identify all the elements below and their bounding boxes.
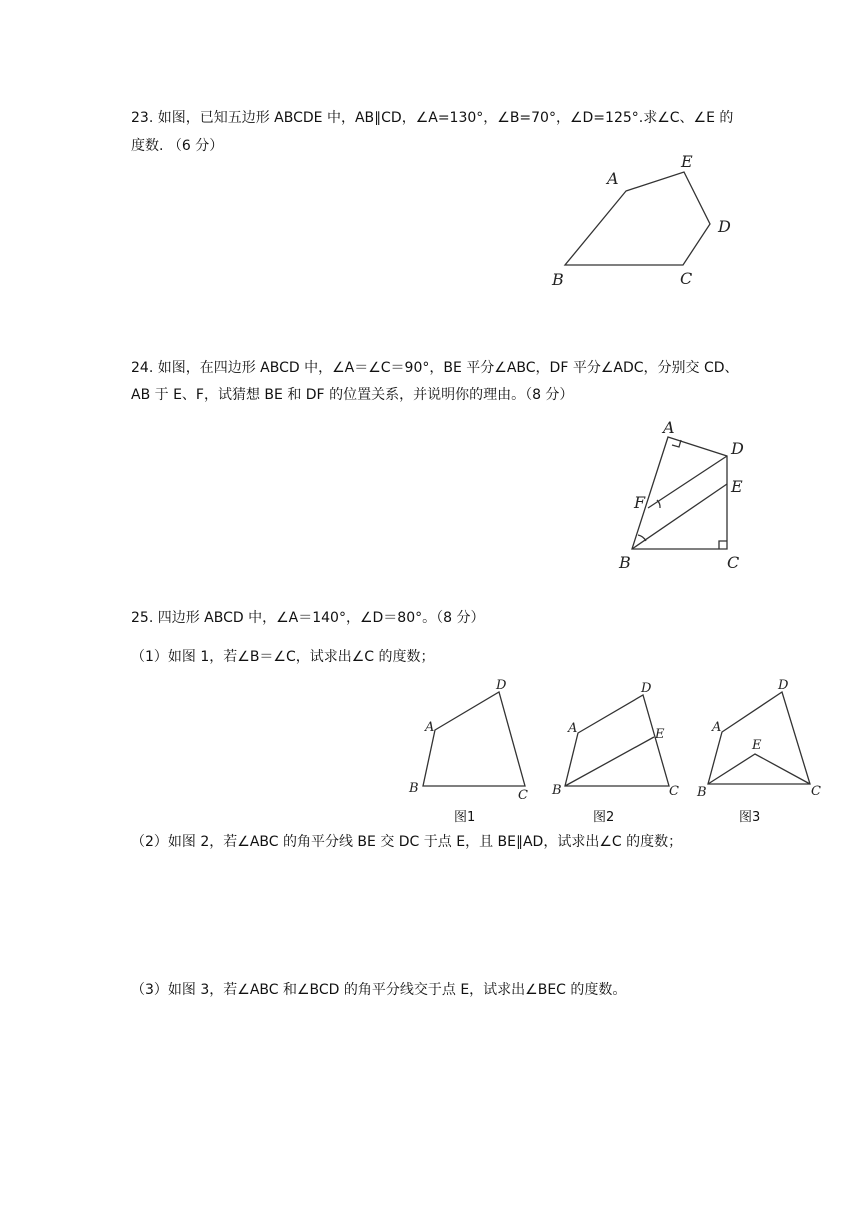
q24-text-line2: AB 于 E、F，试猜想 BE 和 DF 的位置关系，并说明你的理由。（8 分） [131, 387, 574, 403]
fig3-label-e: E [752, 738, 762, 753]
q23-label-a: A [607, 169, 619, 188]
fig1-caption: 图1 [454, 810, 476, 825]
fig2-caption: 图2 [593, 810, 615, 825]
q24-angle-arc-b [638, 535, 646, 541]
fig1-label-c: C [518, 788, 528, 803]
q24-label-d: D [731, 439, 744, 458]
q23-text-line1: 23. 如图，已知五边形 ABCDE 中，AB∥CD，∠A=130°，∠B=70°，∠D=125°.求∠C、∠E 的 [131, 110, 734, 126]
fig2-label-a: A [568, 721, 578, 736]
q25-part3: （3）如图 3，若∠ABC 和∠BCD 的角平分线交于点 E，试求出∠BEC 的度数。 [131, 982, 627, 998]
fig1-label-b: B [409, 781, 419, 796]
q23-label-d: D [718, 217, 731, 236]
q24-label-a: A [663, 418, 675, 437]
fig2-quadrilateral [565, 695, 669, 786]
q24-label-f: F [634, 493, 646, 512]
fig3-label-d: D [778, 678, 789, 693]
q25-text-line1: 25. 四边形 ABCD 中，∠A＝140°，∠D＝80°。（8 分） [131, 610, 485, 626]
q24-label-e: E [731, 477, 743, 496]
q24-segment-be [632, 484, 727, 549]
fig1-quadrilateral [423, 692, 525, 786]
q24-label-b: B [619, 553, 631, 572]
q23-label-c: C [680, 269, 693, 288]
fig1-label-a: A [425, 720, 435, 735]
q24-text-line1: 24. 如图，在四边形 ABCD 中，∠A＝∠C＝90°，BE 平分∠ABC，DF 平分∠ADC，分别交 CD、 [131, 360, 739, 376]
q24-segment-df [648, 456, 727, 508]
fig3-label-a: A [712, 720, 722, 735]
fig3-caption: 图3 [739, 810, 761, 825]
fig2-segment-be [565, 737, 654, 786]
q24-quadrilateral [632, 437, 727, 549]
fig3-label-b: B [697, 785, 707, 800]
q24-right-angle-c [719, 541, 727, 549]
q23-text-line2: 度数. （6 分） [131, 138, 224, 154]
q25-part1: （1）如图 1，若∠B＝∠C，试求出∠C 的度数； [131, 649, 435, 665]
q24-label-c: C [727, 553, 740, 572]
fig2-label-d: D [641, 681, 652, 696]
q24-angle-arc-f [657, 500, 660, 508]
fig2-label-c: C [669, 784, 679, 799]
fig1-label-d: D [496, 678, 507, 693]
q25-part2: （2）如图 2，若∠ABC 的角平分线 BE 交 DC 于点 E，且 BE∥AD，试求出∠C 的度数； [131, 834, 683, 850]
fig3-quadrilateral [708, 692, 810, 784]
fig2-label-e: E [655, 727, 665, 742]
q24-right-angle-a [672, 440, 681, 447]
q23-label-e: E [681, 152, 693, 171]
fig3-bisectors [708, 754, 810, 784]
q23-label-b: B [552, 270, 564, 289]
fig2-label-b: B [552, 783, 562, 798]
fig3-label-c: C [811, 784, 821, 799]
q23-pentagon [565, 172, 710, 265]
